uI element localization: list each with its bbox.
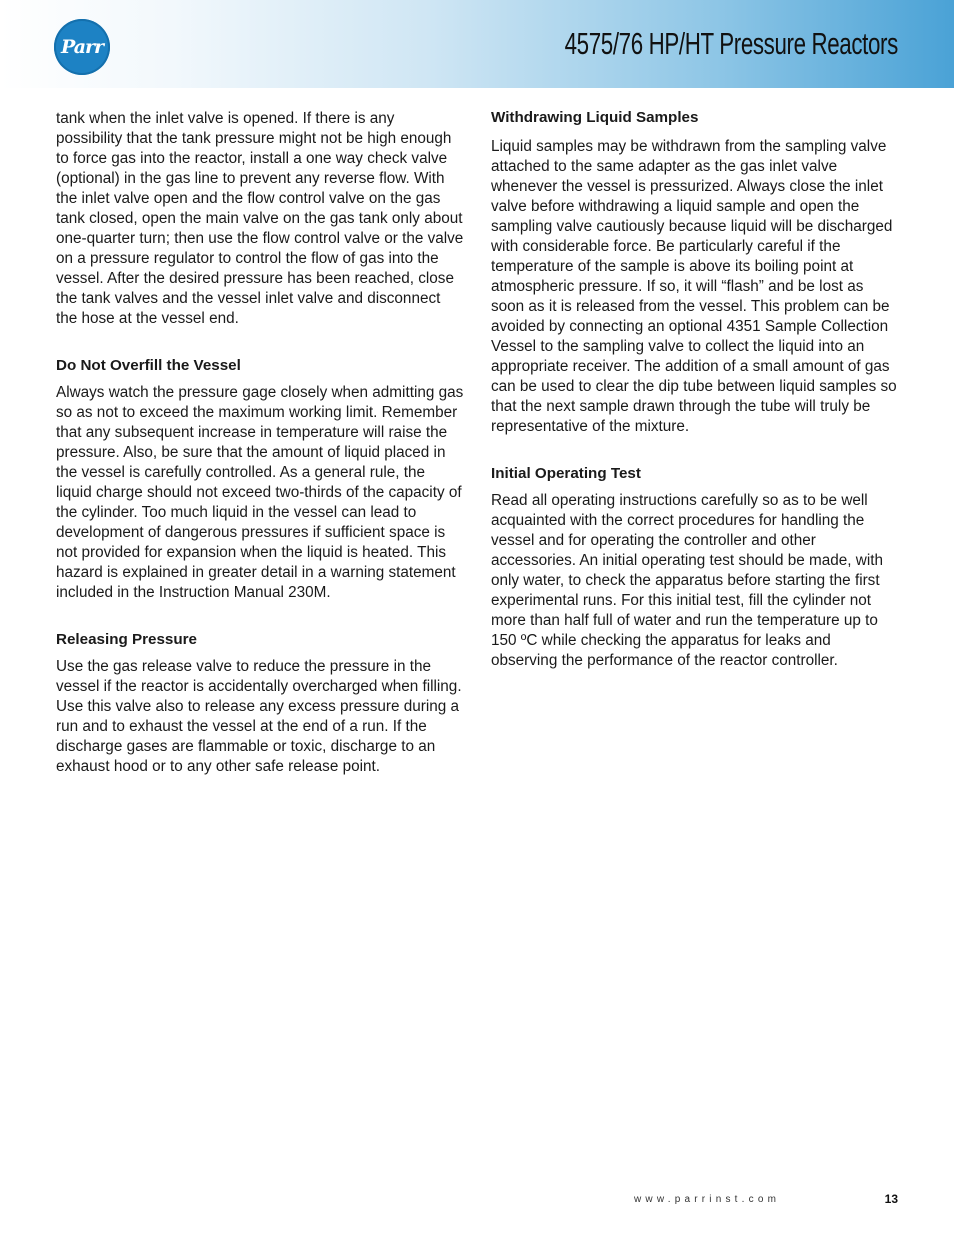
intro-paragraph: tank when the inlet valve is opened. If there is any possibility that the tank pressure might not be high enough to force gas into the reactor, install a one way check valve (optional) in the gas line to prevent any reverse flow. With the inlet valve open and the flow control valve on the gas tank closed, open the main valve on the gas tank only about one-quarter turn; then use the flow control valve or the valve on a pressure regulator to control the flow of gas into the vessel. After the desired pressure has been reached, close the tank valves and the vessel inlet valve and disconnect the hose at the vessel end. [56, 110, 464, 327]
section-heading: Withdrawing Liquid Samples [491, 109, 699, 126]
section-body: Read all operating instructions carefully so as to be well acquainted with the correct procedures for handling the vessel and for operating the controller and other accessories. An initial operating test should be made, with only water, to check the apparatus before starting the first experimental runs. For this initial test, fill the cylinder not more than half full of water and run the temperature up to 150 ºC while checking the apparatus for leaks and observing the performance of the reactor controller. [491, 492, 883, 669]
section-heading: Initial Operating Test [491, 465, 641, 482]
section-withdrawing-samples [491, 108, 899, 437]
section-heading: Do Not Overfill the Vessel [56, 357, 241, 374]
parr-logo [54, 19, 110, 75]
section-heading: Releasing Pressure [56, 631, 197, 648]
section-body: Use the gas release valve to reduce the pressure in the vessel if the reactor is accidentally overcharged when filling. Use this valve also to release any excess pressure during a run and to exhaust the vessel at the end of a run. If the discharge gases are flammable or toxic, discharge to an exhaust hood or to any other safe release point. [56, 658, 462, 775]
footer-url: www.parrinst.com [634, 1194, 781, 1205]
right-column [491, 109, 899, 698]
section-initial-test [491, 464, 899, 671]
section-body: Liquid samples may be withdrawn from the sampling valve attached to the same adapter as the gas inlet valve whenever the vessel is pressurized. Always close the inlet valve before withdrawing a liquid sample and open the sampling valve cautiously because liquid will be discharged with considerable force. Be particularly careful if the temperature of the sample is above its boiling point at atmospheric pressure. If so, it will “flash” and be lost as soon as it is released from the vessel. This problem can be avoided by connecting an optional 4351 Sample Collection Vessel to the sampling valve to collect the liquid into an appropriate receiver. The addition of a small amount of gas can be used to clear the dip tube between liquid samples so that the next sample drawn through the tube will truly be representative of the mixture. [491, 138, 897, 435]
page-number: 13 [884, 1192, 898, 1206]
section-releasing-pressure [56, 630, 464, 777]
left-column [56, 109, 464, 804]
section-body: Always watch the pressure gage closely when admitting gas so as not to exceed the maximum working limit. Remember that any subsequent increase in temperature will raise the pressure. Also, be sure that the amount of liquid placed in the vessel is carefully controlled. As a general rule, the liquid charge should not exceed two-thirds of the capacity of the cylinder. Too much liquid in the vessel can lead to development of dangerous pressures if sufficient space is not provided for expansion when the liquid is heated. This hazard is explained in greater detail in a warning statement included in the Instruction Manual 230M. [56, 384, 464, 601]
intro-section [56, 109, 464, 329]
page-title: 4575/76 HP/HT Pressure Reactors [564, 26, 898, 61]
logo-text: Parr [60, 36, 104, 58]
section-overfill [56, 356, 464, 603]
